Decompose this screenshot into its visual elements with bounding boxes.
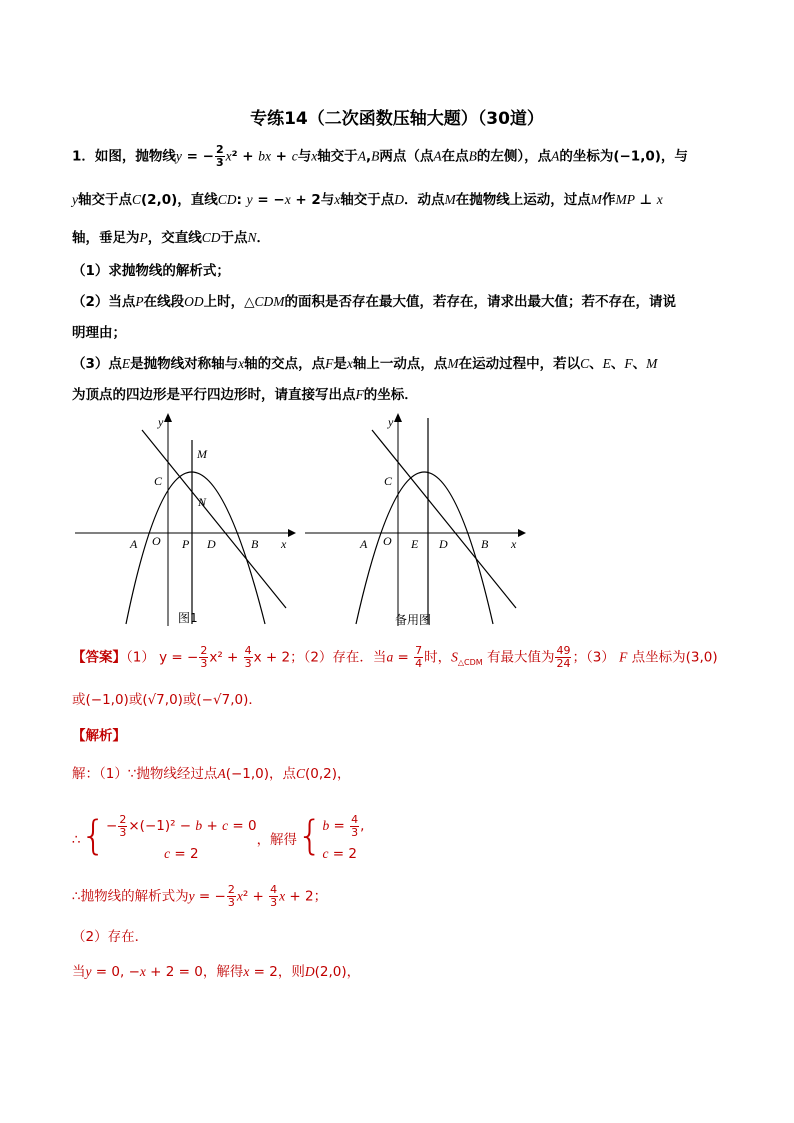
figure-2 bbox=[300, 410, 530, 632]
fig1-label-O: O bbox=[152, 534, 161, 548]
fig2-label-O: O bbox=[383, 534, 392, 548]
page-title: 专练14（二次函数压轴大题）（30道） bbox=[250, 109, 544, 129]
fig2-label-y: y bbox=[388, 415, 394, 429]
fig1-caption: 图1 bbox=[178, 611, 198, 625]
fig1-label-M: M bbox=[197, 447, 207, 461]
figure-1 bbox=[70, 410, 300, 632]
fig2-caption: 备用图 bbox=[395, 613, 432, 627]
fig1-label-C: C bbox=[154, 474, 163, 488]
analysis-tag: 【解析】 bbox=[72, 728, 126, 744]
question-line-3: 轴，垂足为P，交直线CD于点N． bbox=[72, 230, 271, 246]
fig2-label-x: x bbox=[511, 537, 517, 551]
fig1-label-P: P bbox=[182, 537, 190, 551]
question-part-1: （1）求抛物线的解析式； bbox=[72, 263, 230, 279]
fig2-label-C: C bbox=[384, 474, 393, 488]
question-part-3b: 为顶点的四边形是平行四边形时，请直接写出点F的坐标． bbox=[72, 387, 418, 403]
analysis-line-2: ∴{ − $\frac{2}{3}$ ×(−1)² − b + c = 0 c = 2 ，解得{ b = $\frac{4}{3}$ , c = 2 bbox=[72, 812, 365, 862]
question-part-2a: （2）当点P在线段OD上时，△CDM的面积是否存在最大值，若存在，请求出最大值；若不存在，请说 bbox=[72, 294, 677, 310]
question-part-2b: 明理由； bbox=[72, 325, 126, 341]
fig2-label-E: E bbox=[411, 537, 419, 551]
fig2-label-B: B bbox=[481, 537, 489, 551]
answer-line-1: 【答案】（1） y = − $\frac{2}{3}$ x² + $\frac{4}{3}$ x + 2；（2）存在．当a = $\frac{7}{4}$ 时，$S_{\triangle CDM}$ 有最大值为 $\frac{49}{24}$ ；（3） F 点坐标为(3,0) bbox=[72, 644, 718, 670]
fig1-label-B: B bbox=[251, 537, 259, 551]
fig1-label-N: N bbox=[198, 495, 207, 509]
fig2-label-A: A bbox=[360, 537, 368, 551]
fig2-label-D: D bbox=[439, 537, 448, 551]
fig1-label-D: D bbox=[207, 537, 216, 551]
analysis-line-1: 解：（1）∵抛物线经过点A(−1,0)，点C(0,2)， bbox=[72, 766, 351, 782]
question-line-1: 1．如图，抛物线y = − $\frac{2}{3}$ x² + bx + c与x轴交于A,B两点（点A在点B的左侧），点A的坐标为(−1,0)，与 bbox=[72, 143, 688, 169]
analysis-line-3: ∴抛物线的解析式为y = − $\frac{2}{3}$ x² + $\frac{4}{3}$ x + 2； bbox=[72, 883, 328, 909]
question-line-2: y轴交于点C(2,0)，直线CD: y = −x + 2与x轴交于点D．动点M在抛物线上运动，过点M作MP ⊥ x bbox=[72, 192, 663, 208]
fig1-label-x: x bbox=[281, 537, 287, 551]
fig1-label-y: y bbox=[158, 415, 164, 429]
fig1-label-A: A bbox=[130, 537, 138, 551]
answer-tag: 【答案】 bbox=[72, 649, 126, 666]
analysis-line-5: 当y = 0, −x + 2 = 0，解得x = 2，则D(2,0)， bbox=[72, 964, 361, 980]
analysis-line-4: （2）存在． bbox=[72, 929, 149, 945]
question-part-3a: （3）点E是抛物线对称轴与x轴的交点，点F是x轴上一动点，点M在运动过程中，若以C、E、F、M bbox=[72, 356, 658, 372]
answer-line-2: 或(−1,0)或(√7,0)或(−√7,0)． bbox=[72, 692, 262, 708]
